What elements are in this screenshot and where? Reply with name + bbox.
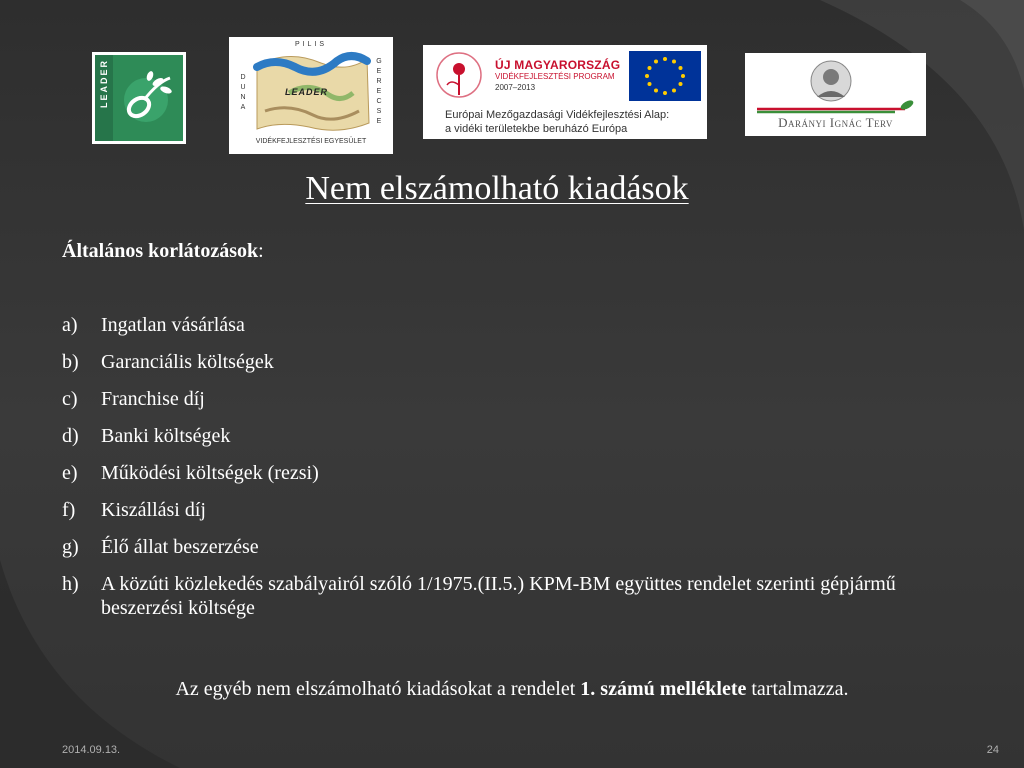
list-item-text: Élő állat beszerzése bbox=[101, 536, 259, 558]
list-marker: b) bbox=[62, 351, 79, 373]
pilis-label: PILIS bbox=[294, 41, 328, 48]
pilis-association-label: VIDÉKFEJLESZTÉSI EGYESÜLET bbox=[255, 138, 367, 145]
leader-logo-text bbox=[99, 86, 109, 108]
annex-note-pre: Az egyéb nem elszámolható kiadásokat a rendelet bbox=[175, 678, 581, 700]
ujm-subtitle: VIDÉKFEJLESZTÉSI PROGRAM bbox=[495, 72, 615, 81]
daranyi-logo-text: Darányi Ignác Terv bbox=[778, 115, 893, 130]
list-item bbox=[62, 572, 962, 620]
duna-label: D U N A bbox=[240, 74, 246, 111]
list-item-text: Kiszállási díj bbox=[101, 499, 206, 521]
logo-bar bbox=[0, 0, 1024, 160]
restriction-list bbox=[62, 313, 962, 633]
daranyi-ignac-terv-logo bbox=[745, 53, 926, 136]
slide-date: 2014.09.13. bbox=[62, 744, 121, 756]
list-marker: e) bbox=[62, 462, 78, 484]
list-item bbox=[62, 387, 962, 411]
list-item-text: Banki költségek bbox=[101, 425, 231, 447]
ujm-years: 2007–2013 bbox=[495, 83, 536, 92]
pilis-center-label: LEADER bbox=[285, 87, 329, 97]
eafrd-line-2: a vidéki területekbe beruházó Európa bbox=[445, 123, 628, 135]
list-marker: h) bbox=[62, 573, 79, 595]
annex-note-bold: 1. számú melléklete bbox=[580, 678, 747, 700]
list-item-text: Franchise díj bbox=[101, 388, 205, 410]
eafrd-line-1: Európai Mezőgazdasági Vidékfejlesztési Alap: bbox=[445, 109, 670, 121]
list-item bbox=[62, 498, 962, 522]
annex-note-post: tartalmazza. bbox=[746, 678, 849, 700]
pilis-duna-gerecse-logo bbox=[229, 37, 393, 154]
list-marker: a) bbox=[62, 314, 78, 336]
section-heading-colon: : bbox=[258, 240, 264, 262]
list-item-text: Működési költségek (rezsi) bbox=[101, 462, 319, 484]
annex-note bbox=[0, 678, 1024, 701]
list-marker: f) bbox=[62, 499, 76, 521]
slide-number: 24 bbox=[986, 744, 999, 756]
list-item bbox=[62, 350, 962, 374]
gerecse-label: G E R E C S E bbox=[376, 58, 382, 125]
list-item-text: Ingatlan vásárlása bbox=[101, 314, 245, 336]
ujm-title: ÚJ MAGYARORSZÁG bbox=[495, 58, 621, 72]
list-item bbox=[62, 535, 962, 559]
list-item bbox=[62, 461, 962, 485]
section-heading-bold: Általános korlátozások bbox=[62, 240, 259, 262]
uj-magyarorszag-logo bbox=[423, 45, 707, 139]
list-marker: d) bbox=[62, 425, 79, 447]
slide-title: Nem elszámolható kiadások bbox=[305, 170, 689, 207]
list-item bbox=[62, 313, 962, 337]
leader-logo bbox=[92, 52, 186, 144]
list-item-text: Garanciális költségek bbox=[101, 351, 274, 373]
list-marker: c) bbox=[62, 388, 78, 410]
list-item-text: A közúti közlekedés szabályairól szóló 1/1975.(II.5.) KPM-BM együttes rendelet szerinti gépjármű beszerzési költsége bbox=[101, 573, 896, 619]
list-item bbox=[62, 424, 962, 448]
section-heading bbox=[62, 240, 264, 263]
list-marker: g) bbox=[62, 536, 79, 558]
